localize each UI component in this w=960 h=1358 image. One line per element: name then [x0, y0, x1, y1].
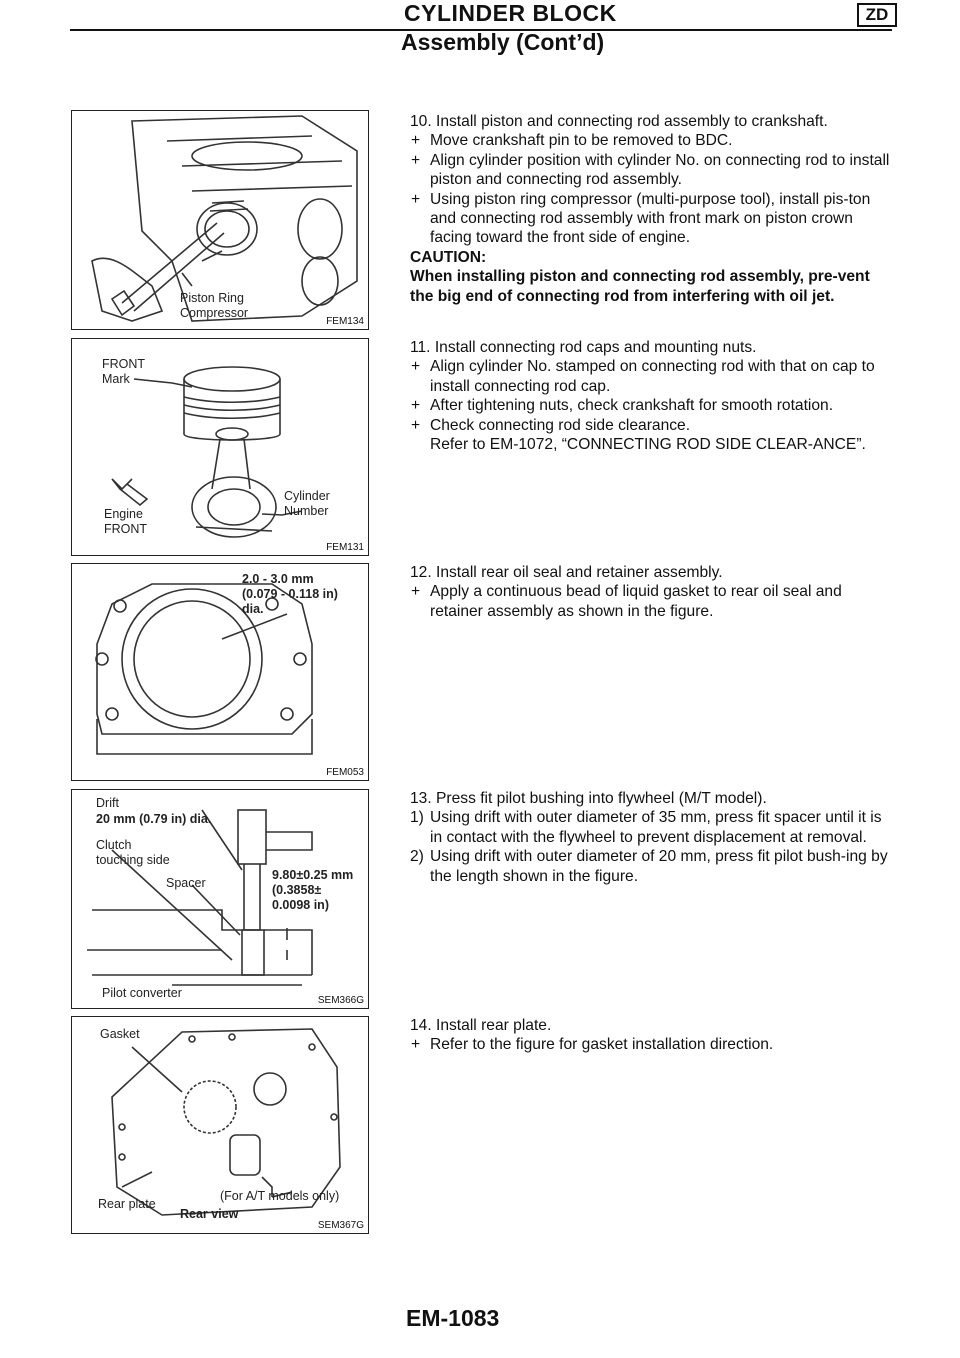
step-13-title: 13. Press fit pilot bushing into flywheel (M/T model). — [410, 790, 767, 807]
step-13 — [410, 789, 894, 886]
figure-fem131 — [71, 338, 369, 556]
section-title: Assembly (Cont’d) — [401, 29, 605, 55]
label-gasket: Gasket — [100, 1027, 140, 1041]
label-drift: Drift — [96, 796, 119, 810]
step-13-item-1 — [410, 808, 894, 847]
caution-text: When installing piston and connecting rod assembly, pre-vent the big end of connecting rod from interfering with oil jet. — [410, 268, 870, 305]
step-14-bullet-1: + Refer to the figure for gasket installation direction. — [410, 1035, 894, 1054]
step-11-title: 11. Install connecting rod caps and mounting nuts. — [410, 339, 757, 356]
step-11-reference: Refer to EM-1072, “CONNECTING ROD SIDE CLEAR-ANCE”. — [430, 436, 866, 454]
step-12 — [410, 563, 894, 621]
step-10 — [410, 112, 894, 306]
step-14 — [410, 1016, 894, 1055]
label-length-mm: 9.80±0.25 mm — [272, 868, 354, 882]
label-engine-front: FRONT — [104, 522, 148, 536]
label-bead-size-in: (0.079 - 0.118 in) — [242, 587, 338, 601]
figure-code: FEM131 — [326, 542, 364, 553]
step-12-title: 12. Install rear oil seal and retainer assembly. — [410, 564, 723, 581]
label-spacer: Spacer — [166, 876, 206, 890]
label-touching-side: touching side — [96, 853, 170, 867]
label-engine: Engine — [104, 507, 143, 521]
label-drift-diameter: 20 mm (0.79 in) dia. — [96, 812, 212, 826]
label-length-in: (0.3858± — [272, 883, 322, 897]
figure-sem367g — [71, 1016, 369, 1234]
item-number: 2) — [410, 848, 424, 866]
step-11-bullet-1: + Align cylinder No. stamped on connecting rod with that on cap to install connecting rod cap. — [410, 357, 894, 396]
label-at-models-only: (For A/T models only) — [220, 1189, 340, 1203]
label-mark: Mark — [102, 372, 130, 386]
label-piston-ring: Piston Ring — [180, 291, 244, 305]
figure-code: SEM367G — [317, 1220, 364, 1231]
step-10-bullet-1: + Move crankshaft pin to be removed to BDC. — [410, 131, 894, 150]
figure-code: FEM134 — [326, 316, 364, 327]
step-11-bullet-2: + After tightening nuts, check crankshaft for smooth rotation. — [410, 396, 894, 415]
item-number: 1) — [410, 809, 424, 827]
step-10-bullet-2: + Align cylinder position with cylinder No. on connecting rod to install piston and connecting rod assembly. — [410, 151, 894, 190]
figure-code: FEM053 — [326, 767, 364, 778]
label-bead-size-mm: 2.0 - 3.0 mm — [242, 572, 314, 586]
step-10-title: 10. Install piston and connecting rod assembly to crankshaft. — [410, 113, 828, 130]
label-number: Number — [284, 504, 329, 518]
figure-code: SEM366G — [317, 995, 364, 1006]
caution-label: CAUTION: — [410, 248, 487, 266]
label-cylinder: Cylinder — [284, 489, 330, 503]
label-compressor: Compressor — [180, 306, 249, 320]
label-rear-view: Rear view — [180, 1207, 239, 1221]
engine-code-badge: ZD — [857, 3, 897, 27]
label-clutch: Clutch — [96, 838, 132, 852]
step-14-title: 14. Install rear plate. — [410, 1017, 552, 1034]
figure-sem366g — [71, 789, 369, 1009]
step-10-bullet-3: + Using piston ring compressor (multi-purpose tool), install pis-ton and connecting rod assembly with front mark on piston crown facing toward the front side of engine. — [410, 190, 894, 248]
label-dia: dia. — [242, 602, 264, 616]
step-12-bullet-1: + Apply a continuous bead of liquid gasket to rear oil seal and retainer assembly as shown in the figure. — [410, 582, 894, 621]
label-front: FRONT — [102, 357, 146, 371]
label-rear-plate: Rear plate — [98, 1197, 156, 1211]
figure-fem134 — [71, 110, 369, 330]
page-header-title: CYLINDER BLOCK — [404, 0, 617, 26]
item-text: Using drift with outer diameter of 35 mm, press fit spacer until it is in contact with the flywheel to prevent displacement at removal. — [430, 809, 882, 846]
step-11-bullet-3: + Check connecting rod side clearance. — [410, 416, 894, 435]
label-length-tolerance: 0.0098 in) — [272, 898, 329, 912]
step-13-item-2 — [410, 847, 894, 886]
item-text: Using drift with outer diameter of 20 mm, press fit pilot bush-ing by the length shown in the figure. — [430, 848, 888, 885]
label-pilot-converter: Pilot converter — [102, 986, 182, 1000]
page-number: EM-1083 — [406, 1305, 500, 1331]
figure-fem053 — [71, 563, 369, 781]
step-11 — [410, 338, 894, 454]
